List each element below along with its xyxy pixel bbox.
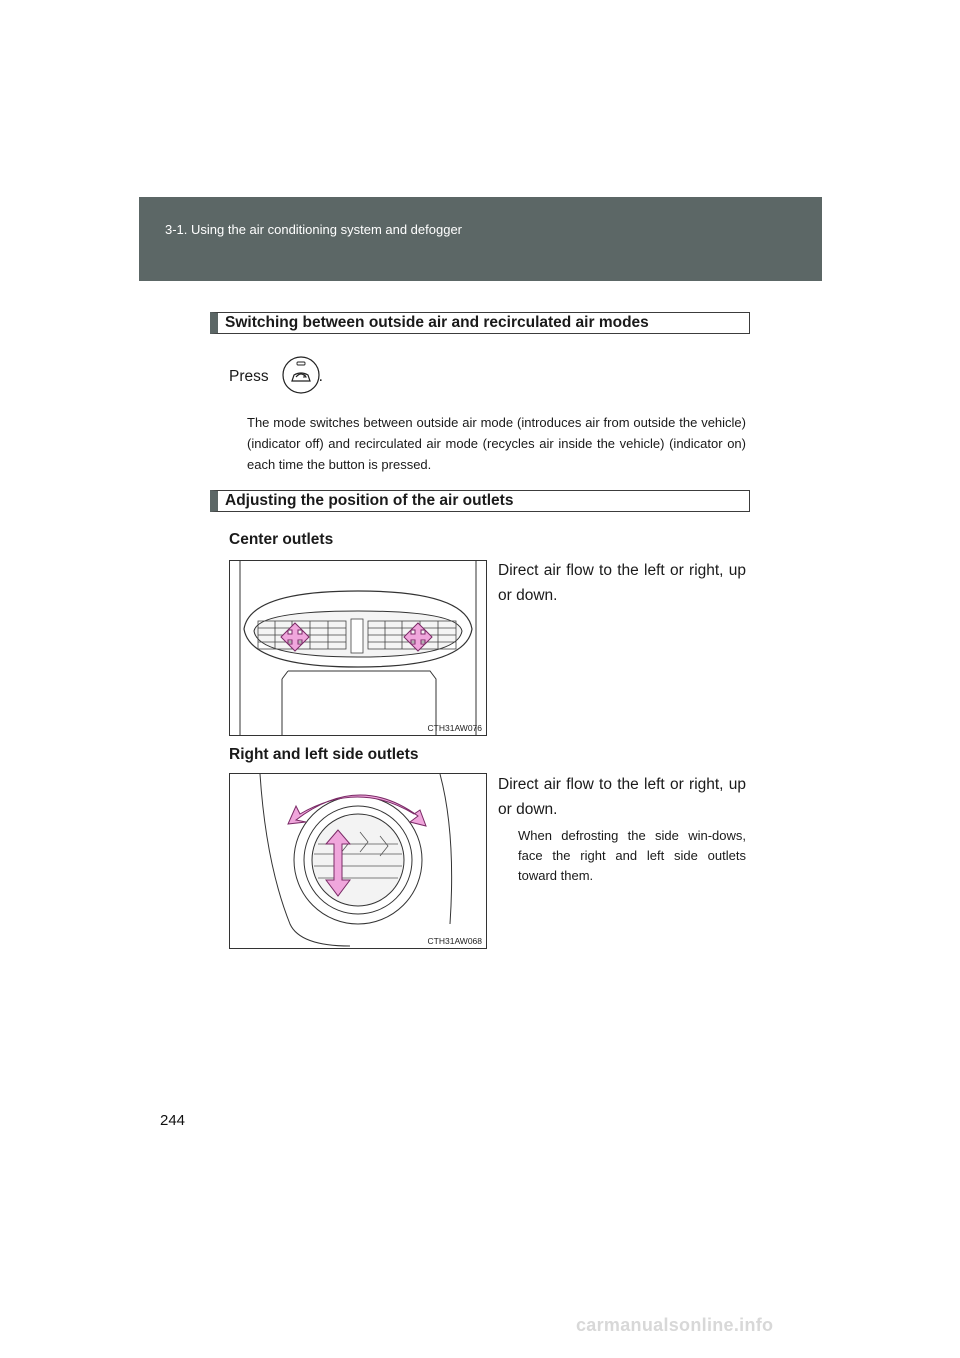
section-title-air-modes: Switching between outside air and recirculated air modes [210, 312, 750, 334]
center-outlets-title: Center outlets [229, 531, 334, 548]
page-number: 244 [160, 1112, 186, 1129]
center-outlets-illustration [230, 561, 486, 735]
press-period: . [318, 368, 323, 385]
section-header: 3-1. Using the air conditioning system and defogger [165, 222, 463, 237]
side-outlets-figure [229, 773, 487, 949]
side-figure-code: CTH31AW068 [427, 936, 482, 946]
side-outlets-note: When defrosting the side win-dows, face the right and left side outlets toward them. [518, 828, 746, 883]
section-title-air-outlets: Adjusting the position of the air outlets [210, 490, 750, 512]
center-figure-code: CTH31AW076 [427, 723, 482, 733]
recirculation-icon [281, 355, 321, 395]
watermark: carmanualsonline.info [576, 1315, 774, 1335]
side-outlets-text: Direct air flow to the left or right, up or down. [498, 776, 746, 818]
side-outlets-title: Right and left side outlets [229, 746, 419, 763]
header-band [139, 197, 822, 281]
air-mode-description: The mode switches between outside air mode (introduces air from outside the vehicle) (indicator off) and recirculated air mode (recycles air inside the vehicle) (indicator on) each time the button is pressed. [247, 415, 746, 472]
center-outlets-text: Direct air flow to the left or right, up or down. [498, 562, 746, 604]
side-outlets-illustration [230, 774, 486, 948]
center-outlets-figure [229, 560, 487, 736]
press-label: Press [229, 368, 269, 385]
